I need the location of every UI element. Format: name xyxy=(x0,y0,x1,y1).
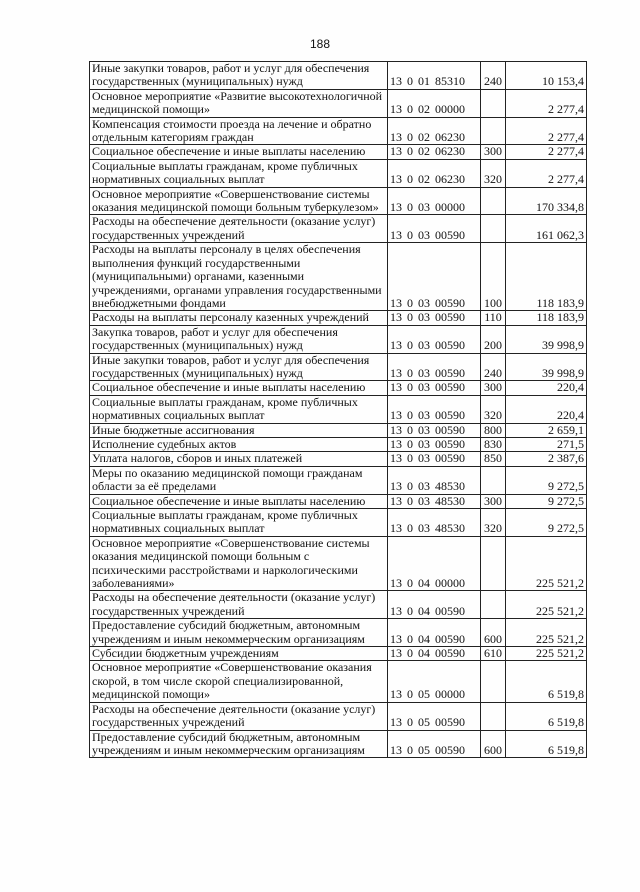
row-sum-cell: 225 521,2 xyxy=(506,619,587,647)
row-type-cell: 300 xyxy=(481,145,506,159)
row-type-cell: 600 xyxy=(481,730,506,758)
row-type-cell xyxy=(481,702,506,730)
table-row xyxy=(90,117,587,145)
row-name-cell: Расходы на обеспечение деятельности (оказание услуг) государственных учреждений xyxy=(90,702,388,730)
row-code-cell: 13 0 03 00590 xyxy=(388,395,481,423)
table-row xyxy=(90,395,587,423)
row-name-cell: Расходы на обеспечение деятельности (оказание услуг) государственных учреждений xyxy=(90,591,388,619)
row-type-cell xyxy=(481,591,506,619)
row-sum-cell: 9 272,5 xyxy=(506,509,587,537)
row-sum-cell: 161 062,3 xyxy=(506,215,587,243)
row-name-cell: Уплата налогов, сборов и иных платежей xyxy=(90,452,388,466)
row-name-cell: Основное мероприятие «Совершенствование оказания скорой, в том числе скорой специализированной, медицинской помощи» xyxy=(90,661,388,702)
row-name-cell: Иные закупки товаров, работ и услуг для обеспечения государственных (муниципальных) нужд xyxy=(90,62,388,90)
row-name-cell: Социальное обеспечение и иные выплаты населению xyxy=(90,381,388,395)
row-code-cell: 13 0 03 00590 xyxy=(388,353,481,381)
row-type-cell: 300 xyxy=(481,494,506,508)
row-name-cell: Иные закупки товаров, работ и услуг для обеспечения государственных (муниципальных) нужд xyxy=(90,353,388,381)
table-row xyxy=(90,509,587,537)
row-type-cell: 610 xyxy=(481,647,506,661)
row-code-cell: 13 0 02 06230 xyxy=(388,117,481,145)
budget-table xyxy=(89,61,587,758)
row-name-cell: Меры по оказанию медицинской помощи гражданам области за её пределами xyxy=(90,466,388,494)
row-name-cell: Расходы на выплаты персоналу казенных учреждений xyxy=(90,311,388,325)
row-sum-cell: 6 519,8 xyxy=(506,702,587,730)
row-type-cell: 110 xyxy=(481,311,506,325)
row-type-cell: 320 xyxy=(481,159,506,187)
row-code-cell: 13 0 03 00590 xyxy=(388,423,481,437)
row-name-cell: Социальные выплаты гражданам, кроме публичных нормативных социальных выплат xyxy=(90,395,388,423)
table-row xyxy=(90,730,587,758)
table-row xyxy=(90,591,587,619)
table-row xyxy=(90,145,587,159)
row-sum-cell: 39 998,9 xyxy=(506,353,587,381)
row-code-cell: 13 0 03 00590 xyxy=(388,325,481,353)
row-type-cell: 320 xyxy=(481,395,506,423)
row-code-cell: 13 0 03 00590 xyxy=(388,437,481,451)
row-type-cell: 850 xyxy=(481,452,506,466)
row-code-cell: 13 0 03 00000 xyxy=(388,187,481,215)
row-sum-cell: 271,5 xyxy=(506,437,587,451)
row-sum-cell: 39 998,9 xyxy=(506,325,587,353)
table-row xyxy=(90,619,587,647)
row-type-cell: 300 xyxy=(481,381,506,395)
row-name-cell: Основное мероприятие «Совершенствование системы оказания медицинской помощи больным с психическими расстройствами и наркологическими заболеваниями» xyxy=(90,536,388,591)
row-code-cell: 13 0 03 00590 xyxy=(388,243,481,311)
table-row xyxy=(90,437,587,451)
row-name-cell: Социальные выплаты гражданам, кроме публичных нормативных социальных выплат xyxy=(90,159,388,187)
table-row xyxy=(90,215,587,243)
row-type-cell: 830 xyxy=(481,437,506,451)
row-type-cell xyxy=(481,117,506,145)
row-type-cell: 600 xyxy=(481,619,506,647)
row-code-cell: 13 0 04 00590 xyxy=(388,647,481,661)
page-number: 188 xyxy=(309,37,331,51)
row-sum-cell: 2 277,4 xyxy=(506,89,587,117)
row-type-cell xyxy=(481,89,506,117)
row-sum-cell: 9 272,5 xyxy=(506,494,587,508)
row-sum-cell: 2 277,4 xyxy=(506,117,587,145)
row-name-cell: Основное мероприятие «Развитие высокотехнологичной медицинской помощи» xyxy=(90,89,388,117)
row-code-cell: 13 0 03 48530 xyxy=(388,494,481,508)
row-type-cell xyxy=(481,661,506,702)
row-type-cell xyxy=(481,466,506,494)
row-code-cell: 13 0 03 00590 xyxy=(388,381,481,395)
row-sum-cell: 170 334,8 xyxy=(506,187,587,215)
row-name-cell: Компенсация стоимости проезда на лечение и обратно отдельным категориям граждан xyxy=(90,117,388,145)
row-code-cell: 13 0 02 00000 xyxy=(388,89,481,117)
row-code-cell: 13 0 04 00590 xyxy=(388,619,481,647)
row-code-cell: 13 0 03 48530 xyxy=(388,466,481,494)
row-name-cell: Субсидии бюджетным учреждениям xyxy=(90,647,388,661)
row-sum-cell: 2 659,1 xyxy=(506,423,587,437)
row-type-cell xyxy=(481,536,506,591)
row-name-cell: Расходы на выплаты персоналу в целях обеспечения выполнения функций государственными (муниципальными) органами, казенными учреждениями, органами управления государственными внебюджетными фондами xyxy=(90,243,388,311)
row-code-cell: 13 0 02 06230 xyxy=(388,145,481,159)
table-row xyxy=(90,494,587,508)
row-sum-cell: 9 272,5 xyxy=(506,466,587,494)
row-name-cell: Социальное обеспечение и иные выплаты населению xyxy=(90,494,388,508)
row-name-cell: Расходы на обеспечение деятельности (оказание услуг) государственных учреждений xyxy=(90,215,388,243)
row-sum-cell: 6 519,8 xyxy=(506,661,587,702)
row-sum-cell: 220,4 xyxy=(506,381,587,395)
table-row xyxy=(90,311,587,325)
row-type-cell: 240 xyxy=(481,353,506,381)
row-code-cell: 13 0 03 00590 xyxy=(388,215,481,243)
row-sum-cell: 2 277,4 xyxy=(506,159,587,187)
row-name-cell: Исполнение судебных актов xyxy=(90,437,388,451)
table-row xyxy=(90,62,587,90)
row-sum-cell: 220,4 xyxy=(506,395,587,423)
row-type-cell xyxy=(481,215,506,243)
row-type-cell xyxy=(481,187,506,215)
table-row xyxy=(90,89,587,117)
row-name-cell: Закупка товаров, работ и услуг для обеспечения государственных (муниципальных) нужд xyxy=(90,325,388,353)
row-sum-cell: 2 277,4 xyxy=(506,145,587,159)
row-sum-cell: 118 183,9 xyxy=(506,311,587,325)
row-name-cell: Иные бюджетные ассигнования xyxy=(90,423,388,437)
table-row xyxy=(90,702,587,730)
row-name-cell: Социальные выплаты гражданам, кроме публичных нормативных социальных выплат xyxy=(90,509,388,537)
row-sum-cell: 225 521,2 xyxy=(506,647,587,661)
row-code-cell: 13 0 04 00590 xyxy=(388,591,481,619)
table-row xyxy=(90,466,587,494)
row-code-cell: 13 0 04 00000 xyxy=(388,536,481,591)
table-row xyxy=(90,536,587,591)
row-type-cell: 320 xyxy=(481,509,506,537)
row-code-cell: 13 0 02 06230 xyxy=(388,159,481,187)
table-row xyxy=(90,353,587,381)
table-row xyxy=(90,159,587,187)
row-code-cell: 13 0 05 00590 xyxy=(388,702,481,730)
row-type-cell: 200 xyxy=(481,325,506,353)
row-code-cell: 13 0 03 00590 xyxy=(388,311,481,325)
row-type-cell: 800 xyxy=(481,423,506,437)
table-row xyxy=(90,423,587,437)
row-sum-cell: 118 183,9 xyxy=(506,243,587,311)
table-row xyxy=(90,647,587,661)
row-code-cell: 13 0 05 00000 xyxy=(388,661,481,702)
row-sum-cell: 225 521,2 xyxy=(506,591,587,619)
row-code-cell: 13 0 03 00590 xyxy=(388,452,481,466)
row-type-cell: 100 xyxy=(481,243,506,311)
row-sum-cell: 10 153,4 xyxy=(506,62,587,90)
table-row xyxy=(90,452,587,466)
table-row xyxy=(90,381,587,395)
row-name-cell: Предоставление субсидий бюджетным, автономным учреждениям и иным некоммерческим организациям xyxy=(90,730,388,758)
row-name-cell: Социальное обеспечение и иные выплаты населению xyxy=(90,145,388,159)
row-sum-cell: 225 521,2 xyxy=(506,536,587,591)
row-sum-cell: 6 519,8 xyxy=(506,730,587,758)
row-type-cell: 240 xyxy=(481,62,506,90)
table-row xyxy=(90,243,587,311)
row-name-cell: Предоставление субсидий бюджетным, автономным учреждениям и иным некоммерческим организациям xyxy=(90,619,388,647)
row-code-cell: 13 0 01 85310 xyxy=(388,62,481,90)
row-code-cell: 13 0 03 48530 xyxy=(388,509,481,537)
table-row xyxy=(90,187,587,215)
row-code-cell: 13 0 05 00590 xyxy=(388,730,481,758)
row-sum-cell: 2 387,6 xyxy=(506,452,587,466)
budget-table-body xyxy=(90,62,587,758)
table-row xyxy=(90,661,587,702)
table-row xyxy=(90,325,587,353)
row-name-cell: Основное мероприятие «Совершенствование системы оказания медицинской помощи больным туберкулезом» xyxy=(90,187,388,215)
